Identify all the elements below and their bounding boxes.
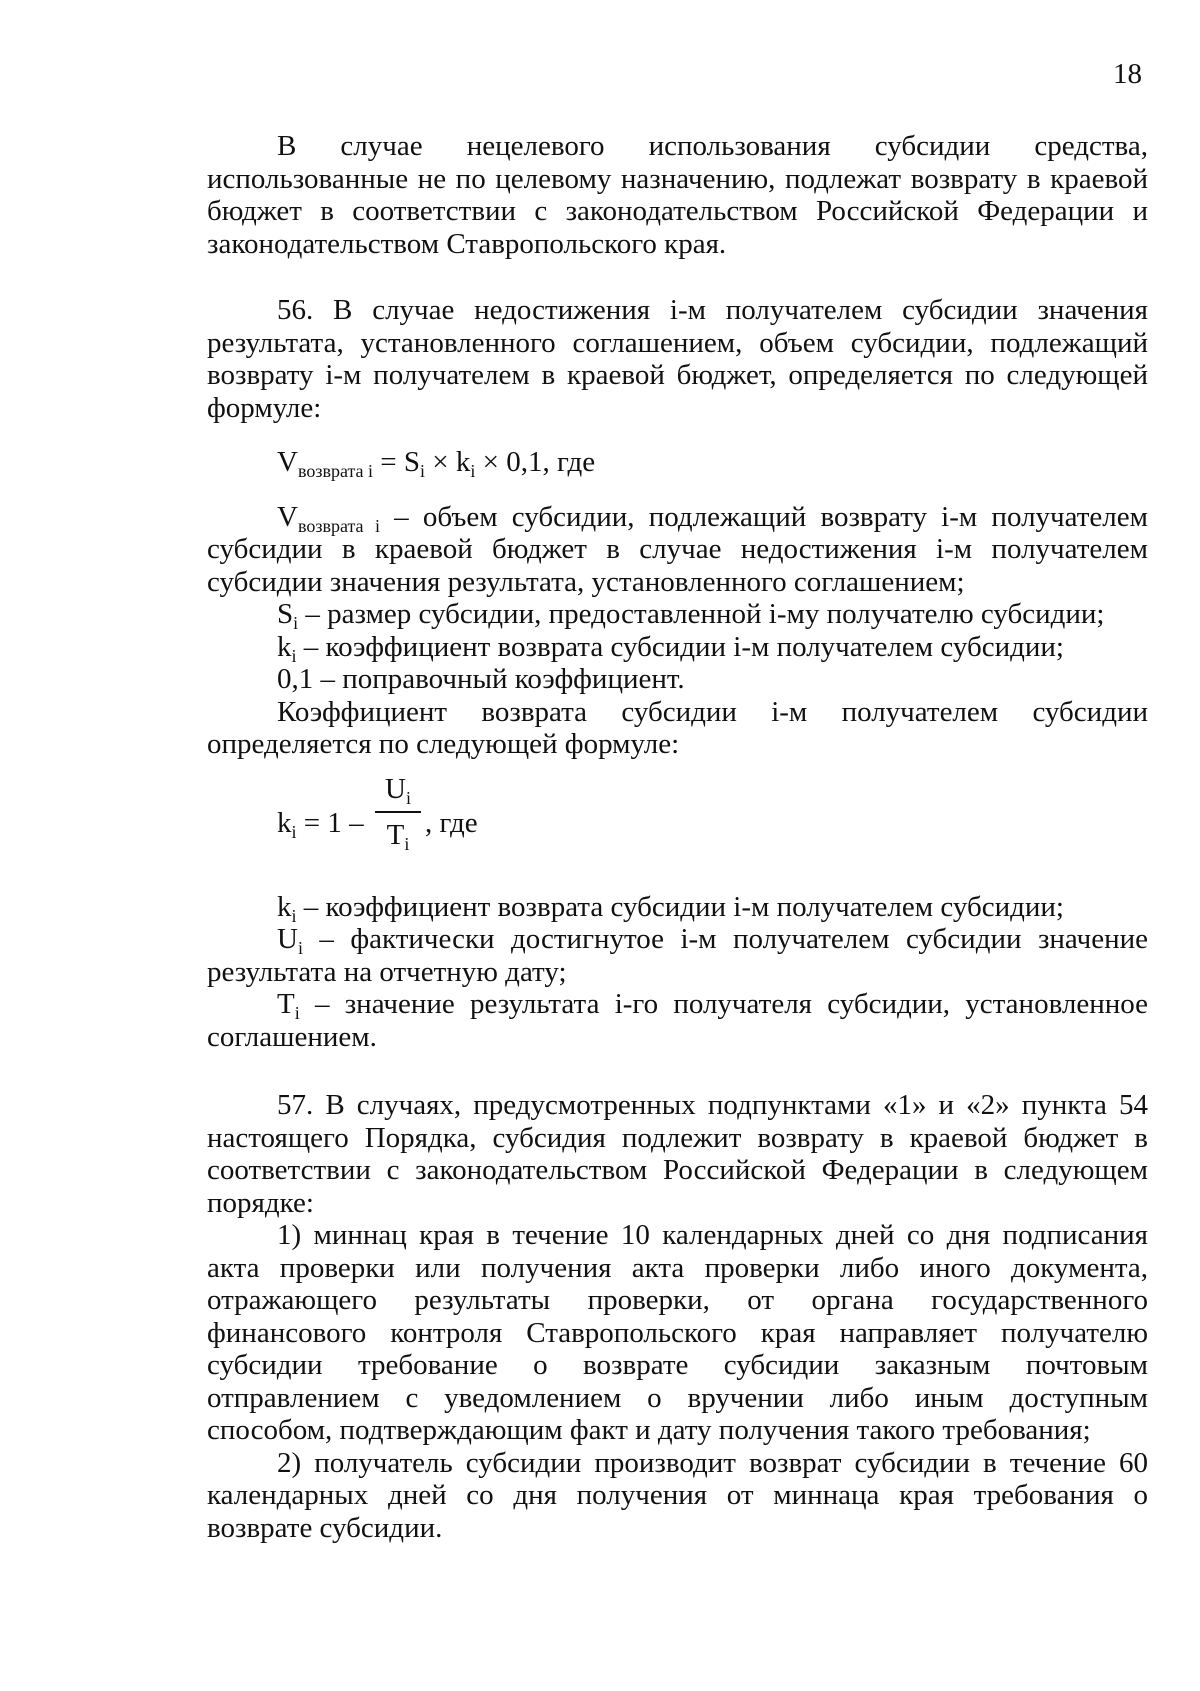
section-57-item-1: 1) миннац края в течение 10 календарных дней со дня подписания акта проверки или получения акта проверки либо иного документа, отражающего результаты проверки, от органа государственного финансового контроля Ставропольского края направляет получателю субсидии требование о возврате субсидии заказным почтовым отправлением с уведомлением о вручении либо иным доступным способом, подтверждающим факт и дату получения такого требования; [207,1219,1148,1446]
section-57-item-2: 2) получатель субсидии производит возврат субсидии в течение 60 календарных дней со дня получения от миннаца края требования о возврате субсидии. [207,1446,1148,1544]
v-return-formula: $V_{возврата i} = S_i \times k_i \times 0,1$, где [277,446,596,481]
definition-s: $S_i$ – размер субсидии, предоставленной i-му получателю субсидии; [277,598,1105,633]
k-formula-lhs: $k_i = 1$ – [277,806,364,842]
fraction-denominator: $T_i$ [386,818,410,854]
definition-k-2: $k_i$ – коэффициент возврата субсидии i-м получателем субсидии; [277,890,1064,926]
fraction-bar [375,811,421,813]
coefficient-intro: Коэффициент возврата субсидии i-м получателем субсидии определяется по следующей формуле: [207,695,1148,760]
definition-u: $U_i$ – фактически достигнутое i-м получателем субсидии значение результата на отчетную дату; [207,923,1148,988]
k-formula [207,773,1148,873]
section-56-paragraph: 56. В случае недостижения i-м получателем субсидии значения результата, установленного соглашением, объем субсидии, подлежащий возврату i-м получателем в краевой бюджет, определяется по следующей формуле: [207,294,1148,424]
k-formula-rhs: , где [425,806,478,839]
document-body [207,130,1148,1544]
page-number: 18 [1113,58,1142,90]
definition-k: $k_i$ – коэффициент возврата субсидии i-м получателем субсидии; [277,630,1064,666]
fraction-numerator: $U_i$ [385,772,411,808]
definition-v-return: $V_{возврата i}$ – объем субсидии, подлежащий возврату i-м получателем субсидии в краевой бюджет в случае недостижения i-м получателем субсидии значения результата, установленного соглашением; [207,500,1148,598]
definition-correction: 0,1 – поправочный коэффициент. [277,663,685,695]
section-57-paragraph: 57. В случаях, предусмотренных подпунктами «1» и «2» пункта 54 настоящего Порядка, субсидия подлежит возврату в краевой бюджет в соответствии с законодательством Российской Федерации в следующем порядке: [207,1089,1148,1219]
intro-paragraph: В случае нецелевого использования субсидии средства, использованные не по целевому назначению, подлежат возврату в краевой бюджет в соответствии с законодательством Российской Федерации и законодательством Ставропольского края. [207,130,1148,260]
k-formula-fraction [375,773,421,852]
definition-t: $T_i$ – значение результата i-го получателя субсидии, установленное соглашением. [207,988,1148,1053]
